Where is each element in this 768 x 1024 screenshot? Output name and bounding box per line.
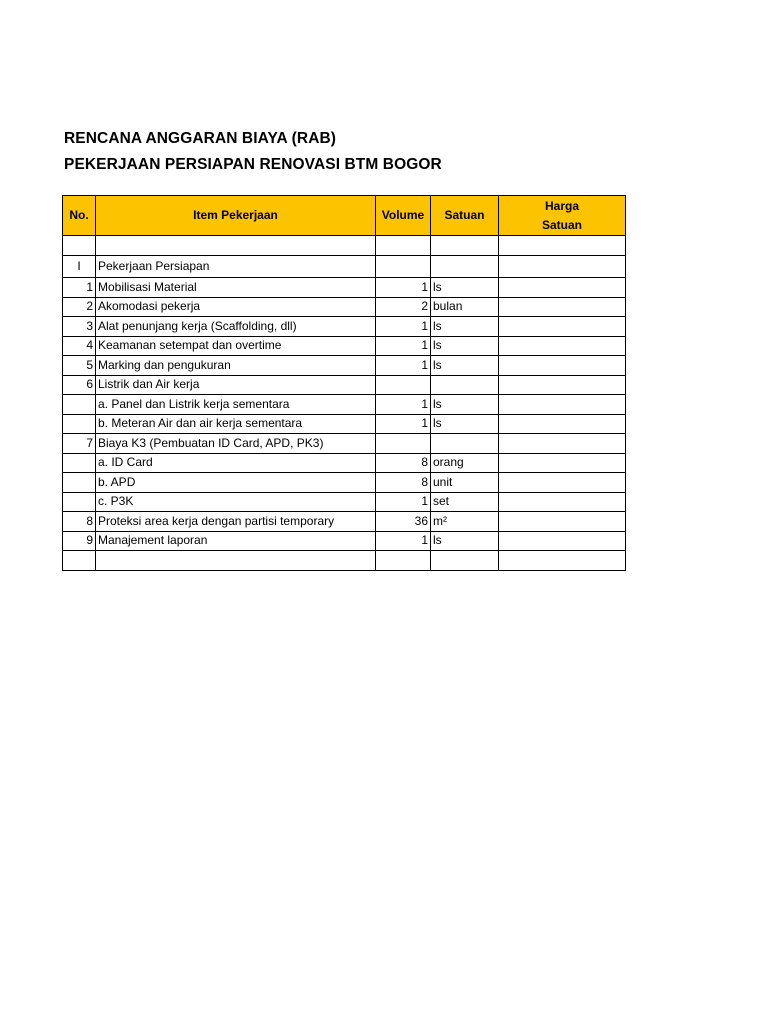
table-row: [63, 236, 626, 256]
cell-harga-satuan: [499, 512, 626, 532]
table-row: [63, 278, 626, 298]
header-satuan: Satuan: [431, 196, 499, 236]
cell-item: a. Panel dan Listrik kerja sementara: [96, 395, 376, 415]
cell-volume: 1: [376, 278, 431, 298]
cell-satuan: [431, 434, 499, 454]
cell-item: Pekerjaan Persiapan: [96, 256, 376, 278]
cell-no: 5: [63, 356, 96, 376]
table-row: [63, 414, 626, 434]
table-row: [63, 453, 626, 473]
cell-volume: 1: [376, 395, 431, 415]
cell-no: 7: [63, 434, 96, 454]
cell-harga-satuan: [499, 395, 626, 415]
header-volume: Volume: [376, 196, 431, 236]
cell-no: 4: [63, 336, 96, 356]
cell-volume: 2: [376, 297, 431, 317]
cell-harga-satuan: [499, 297, 626, 317]
cell-no: I: [63, 256, 96, 278]
cell-satuan: ls: [431, 336, 499, 356]
document-title: RENCANA ANGGARAN BIAYA (RAB): [64, 130, 337, 147]
cell-item: c. P3K: [96, 492, 376, 512]
cell-no: 6: [63, 375, 96, 395]
cell-harga-satuan: [499, 453, 626, 473]
cell-volume: 1: [376, 492, 431, 512]
cell-harga-satuan: [499, 434, 626, 454]
cell-no: [63, 453, 96, 473]
cell-volume: [376, 434, 431, 454]
cell-harga-satuan: [499, 356, 626, 376]
cell-item: [96, 551, 376, 571]
header-item: Item Pekerjaan: [96, 196, 376, 236]
cell-satuan: [431, 236, 499, 256]
cell-satuan: ls: [431, 317, 499, 337]
cell-volume: 8: [376, 473, 431, 493]
cell-satuan: set: [431, 492, 499, 512]
cell-no: [63, 551, 96, 571]
cell-no: 1: [63, 278, 96, 298]
cell-no: 2: [63, 297, 96, 317]
table-row: [63, 395, 626, 415]
table-row: [63, 375, 626, 395]
cell-harga-satuan: [499, 336, 626, 356]
table-row: [63, 512, 626, 532]
cell-harga-satuan: [499, 375, 626, 395]
cell-volume: 1: [376, 356, 431, 376]
cell-volume: 1: [376, 531, 431, 551]
cell-item: Akomodasi pekerja: [96, 297, 376, 317]
table-row: [63, 356, 626, 376]
table-row: [63, 434, 626, 454]
cell-no: 9: [63, 531, 96, 551]
cell-harga-satuan: [499, 531, 626, 551]
cell-no: 3: [63, 317, 96, 337]
cell-item: Proteksi area kerja dengan partisi temporary: [96, 512, 376, 532]
table-row: [63, 551, 626, 571]
cell-volume: 8: [376, 453, 431, 473]
rab-table: [62, 195, 626, 571]
cell-satuan: ls: [431, 278, 499, 298]
cell-item: Manajement laporan: [96, 531, 376, 551]
cell-harga-satuan: [499, 256, 626, 278]
cell-item: Keamanan setempat dan overtime: [96, 336, 376, 356]
cell-volume: 1: [376, 336, 431, 356]
cell-item: Alat penunjang kerja (Scaffolding, dll): [96, 317, 376, 337]
cell-volume: [376, 256, 431, 278]
cell-item: Listrik dan Air kerja: [96, 375, 376, 395]
cell-no: [63, 236, 96, 256]
cell-item: b. APD: [96, 473, 376, 493]
cell-volume: [376, 236, 431, 256]
table-row: [63, 473, 626, 493]
table-row: [63, 531, 626, 551]
cell-volume: [376, 551, 431, 571]
cell-no: [63, 414, 96, 434]
cell-no: [63, 395, 96, 415]
table-row: [63, 297, 626, 317]
cell-harga-satuan: [499, 473, 626, 493]
table-row: [63, 492, 626, 512]
cell-volume: 1: [376, 317, 431, 337]
header-no: No.: [63, 196, 96, 236]
cell-satuan: m²: [431, 512, 499, 532]
cell-no: 8: [63, 512, 96, 532]
cell-harga-satuan: [499, 278, 626, 298]
cell-volume: [376, 375, 431, 395]
cell-item: Mobilisasi Material: [96, 278, 376, 298]
cell-harga-satuan: [499, 317, 626, 337]
cell-satuan: ls: [431, 414, 499, 434]
cell-item: [96, 236, 376, 256]
cell-volume: 1: [376, 414, 431, 434]
table-row: [63, 256, 626, 278]
cell-satuan: [431, 551, 499, 571]
cell-satuan: [431, 256, 499, 278]
cell-satuan: orang: [431, 453, 499, 473]
document-subtitle: PEKERJAAN PERSIAPAN RENOVASI BTM BOGOR: [64, 156, 442, 173]
cell-item: b. Meteran Air dan air kerja sementara: [96, 414, 376, 434]
cell-harga-satuan: [499, 492, 626, 512]
header-harga-line2: Satuan: [541, 217, 582, 232]
cell-no: [63, 473, 96, 493]
table-header-row: [63, 196, 626, 236]
table-row: [63, 317, 626, 337]
header-harga-satuan: [499, 196, 626, 236]
cell-satuan: unit: [431, 473, 499, 493]
cell-volume: 36: [376, 512, 431, 532]
cell-no: [63, 492, 96, 512]
table-row: [63, 336, 626, 356]
cell-satuan: ls: [431, 356, 499, 376]
cell-harga-satuan: [499, 236, 626, 256]
cell-satuan: bulan: [431, 297, 499, 317]
cell-satuan: ls: [431, 395, 499, 415]
cell-item: Marking dan pengukuran: [96, 356, 376, 376]
cell-harga-satuan: [499, 551, 626, 571]
cell-harga-satuan: [499, 414, 626, 434]
cell-satuan: [431, 375, 499, 395]
header-harga-line1: Harga: [544, 198, 579, 213]
cell-item: Biaya K3 (Pembuatan ID Card, APD, PK3): [96, 434, 376, 454]
cell-item: a. ID Card: [96, 453, 376, 473]
cell-satuan: ls: [431, 531, 499, 551]
